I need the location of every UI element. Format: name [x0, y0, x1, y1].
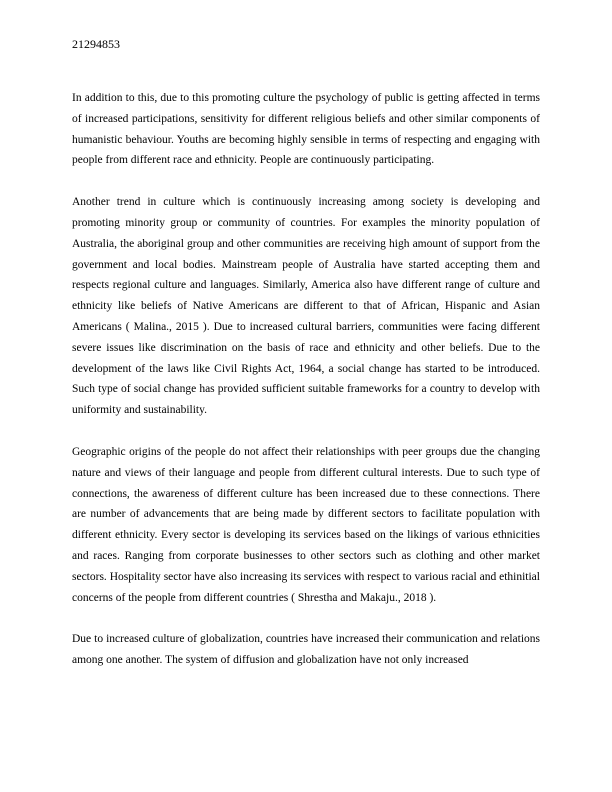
student-id-header: 21294853 [72, 37, 120, 51]
paragraph-4: Due to increased culture of globalization, countries have increased their communication and relations among one another. The system of diffusion and globalization have not only increased [72, 633, 540, 667]
paragraph-2: Another trend in culture which is continuously increasing among society is developing and promoting minority group or community of countries. For examples the minority population of Australia, the aboriginal group and other communities are receiving high amount of support from the government and local bodies. Mainstream people of Australia have started accepting them and respects regional culture and languages. Similarly, America also have different range of culture and ethnicity like beliefs of Native Americans are different to that of African, Hispanic and Asian Americans ( Malina., 2015 ). Due to increased cultural barriers, communities were facing different severe issues like discrimination on the basis of race and ethnicity and other beliefs. Due to the development of the laws like Civil Rights Act, 1964, a social change has started to be introduced. Such type of social change has provided sufficient suitable frameworks for a country to develop with uniformity and sustainability. [72, 196, 540, 417]
paragraph-3: Geographic origins of the people do not affect their relationships with peer groups due the changing nature and views of their language and people from different cultural interests. Due to such type of connections, the awareness of different culture has been increased due to these connections. There are number of advancements that are being made by different sectors to facilitate population with different ethnicity. Every sector is developing its services based on the likings of various ethnicities and races. Ranging from corporate businesses to other sectors such as clothing and other market sectors. Hospitality sector have also increasing its services with respect to various racial and ethinitial concerns of the people from different countries ( Shrestha and Makaju., 2018 ). [72, 445, 540, 604]
paragraph-1: In addition to this, due to this promoting culture the psychology of public is getting affected in terms of increased participations, sensitivity for different religious beliefs and other similar components of humanistic behaviour. Youths are becoming highly sensible in terms of respecting and engaging with people from different race and ethnicity. People are continuously participating. [72, 92, 540, 167]
document-body [72, 88, 540, 692]
